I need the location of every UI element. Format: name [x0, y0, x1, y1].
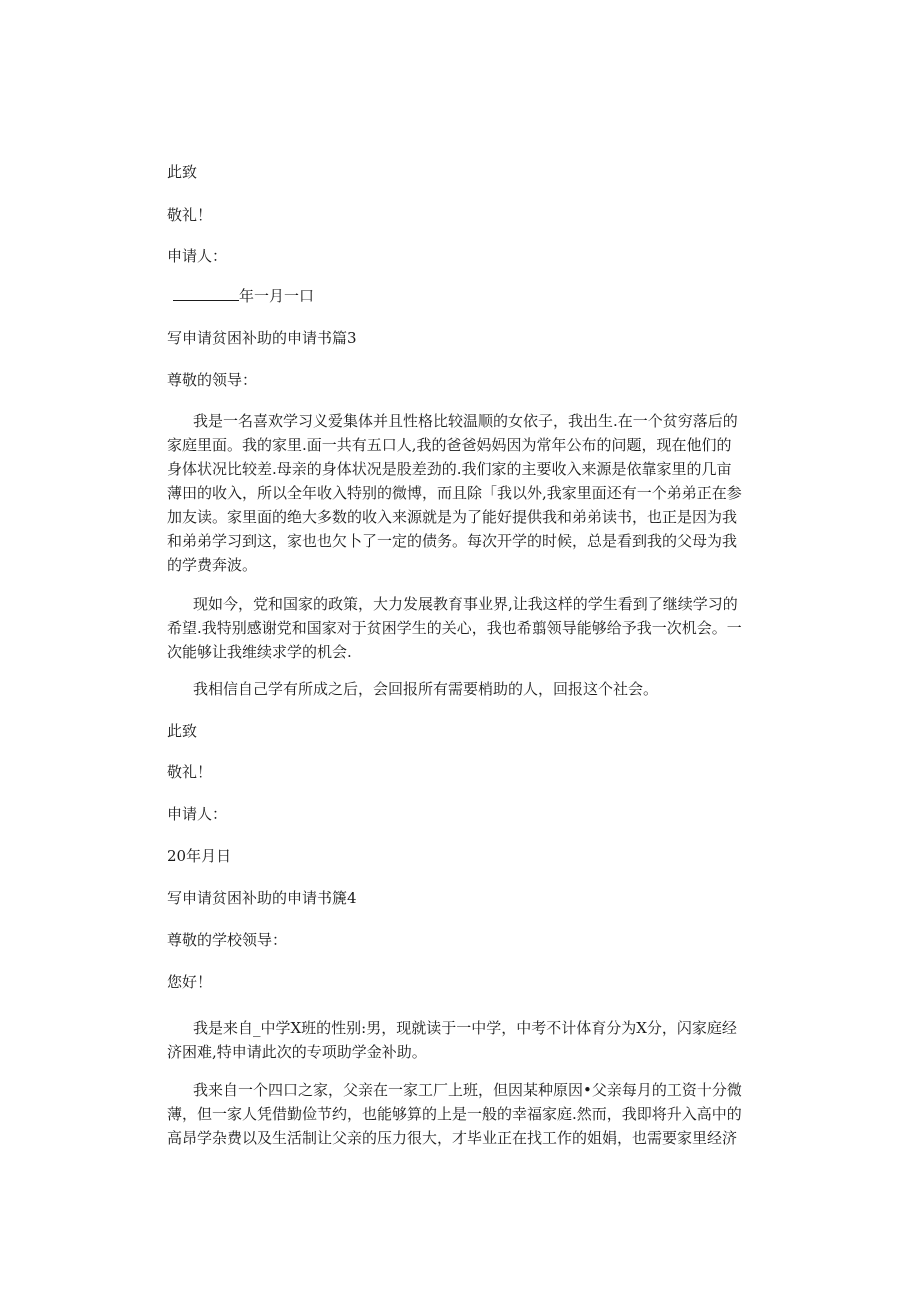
- date-suffix: 年一月一口: [239, 287, 315, 305]
- greeting-text: 尊敬的领导：: [167, 371, 258, 389]
- para-line: 次能够让我维续求学的机会.: [167, 643, 352, 661]
- para-line: 高昂学杂费以及生活制让父亲的压力很大，才毕业正在找工作的姐娟，也需要家里经济: [167, 1129, 738, 1147]
- para-line: 薄，但一家人凭借勤俭节约，也能够算的上是一般的幸福家庭.然而，我即将升入高中的: [167, 1105, 742, 1123]
- salute-text: 敬礼！: [167, 206, 213, 224]
- date-text: 20年月日: [167, 847, 232, 865]
- applicant-label: 申请人：: [167, 805, 228, 823]
- blank-underline: [173, 286, 239, 301]
- para-line: 希望.我特别感谢党和国家对于贫困学生的关心，我也希翦领导能够给予我一次机会。一: [167, 619, 742, 637]
- greeting-text: 尊敬的学校领导：: [167, 931, 288, 949]
- hello-text: 您好！: [167, 973, 213, 991]
- para-line: 济困难,特申请此次的专项助学金补助。: [167, 1043, 427, 1061]
- closing-text: 此致: [167, 163, 198, 181]
- body-paragraph: [167, 1016, 797, 1064]
- para-line: 和弟弟学习到这，家也也欠卜了一定的债务。每次开学的时候，总是看到我的父母为我: [167, 532, 738, 550]
- body-paragraph: [167, 409, 797, 577]
- body-paragraph: [167, 1078, 797, 1150]
- salute-text: 敬礼！: [167, 763, 213, 781]
- para-line: 我来自一个四口之家，父亲在一家工厂上班，但因某种原因•父亲每月的工资十分微: [193, 1081, 742, 1099]
- para-line: 薄田的收入，所以全年收入特别的微博，而且除「我以外,我家里面还有一个弟弟正在参: [167, 484, 742, 502]
- body-paragraph: 我相信自己学有所成之后，会回报所有需要梢助的人，回报这个社会。: [193, 680, 659, 698]
- para-line: 的学费奔波。: [167, 556, 258, 574]
- para-line: 现如今，党和国家的政策，大力发展教育事业界,让我这样的学生看到了继续学习的: [193, 595, 738, 613]
- section-title: 写申请贫困补助的申请书篇3: [167, 329, 357, 347]
- para-line: 我是来自_中学X班的性别:男，现就读于一中学，中考不计体育分为X分，闪家庭经: [193, 1019, 737, 1037]
- section-title: 写申请贫困补助的申请书篪4: [167, 889, 357, 907]
- date-line: [167, 286, 797, 306]
- para-line: 家庭里面。我的家里.面一共有五口人,我的爸爸妈妈因为常年公布的问题，现在他们的: [167, 436, 732, 454]
- para-line: 身体状况比较差.母亲的身体状况是股差劲的.我们家的主要收入来源是依靠家里的几亩: [167, 460, 732, 478]
- body-paragraph: [167, 592, 797, 664]
- applicant-label: 申请人：: [167, 247, 228, 265]
- closing-text: 此致: [167, 722, 198, 740]
- para-line: 我是一名喜欢学习义爱集体并且性格比较温顺的女依子，我出生.在一个贫穷落后的: [193, 412, 738, 430]
- para-line: 加友读。家里面的绝大多数的收入来源就是为了能好提供我和弟弟读书，也正是因为我: [167, 508, 738, 526]
